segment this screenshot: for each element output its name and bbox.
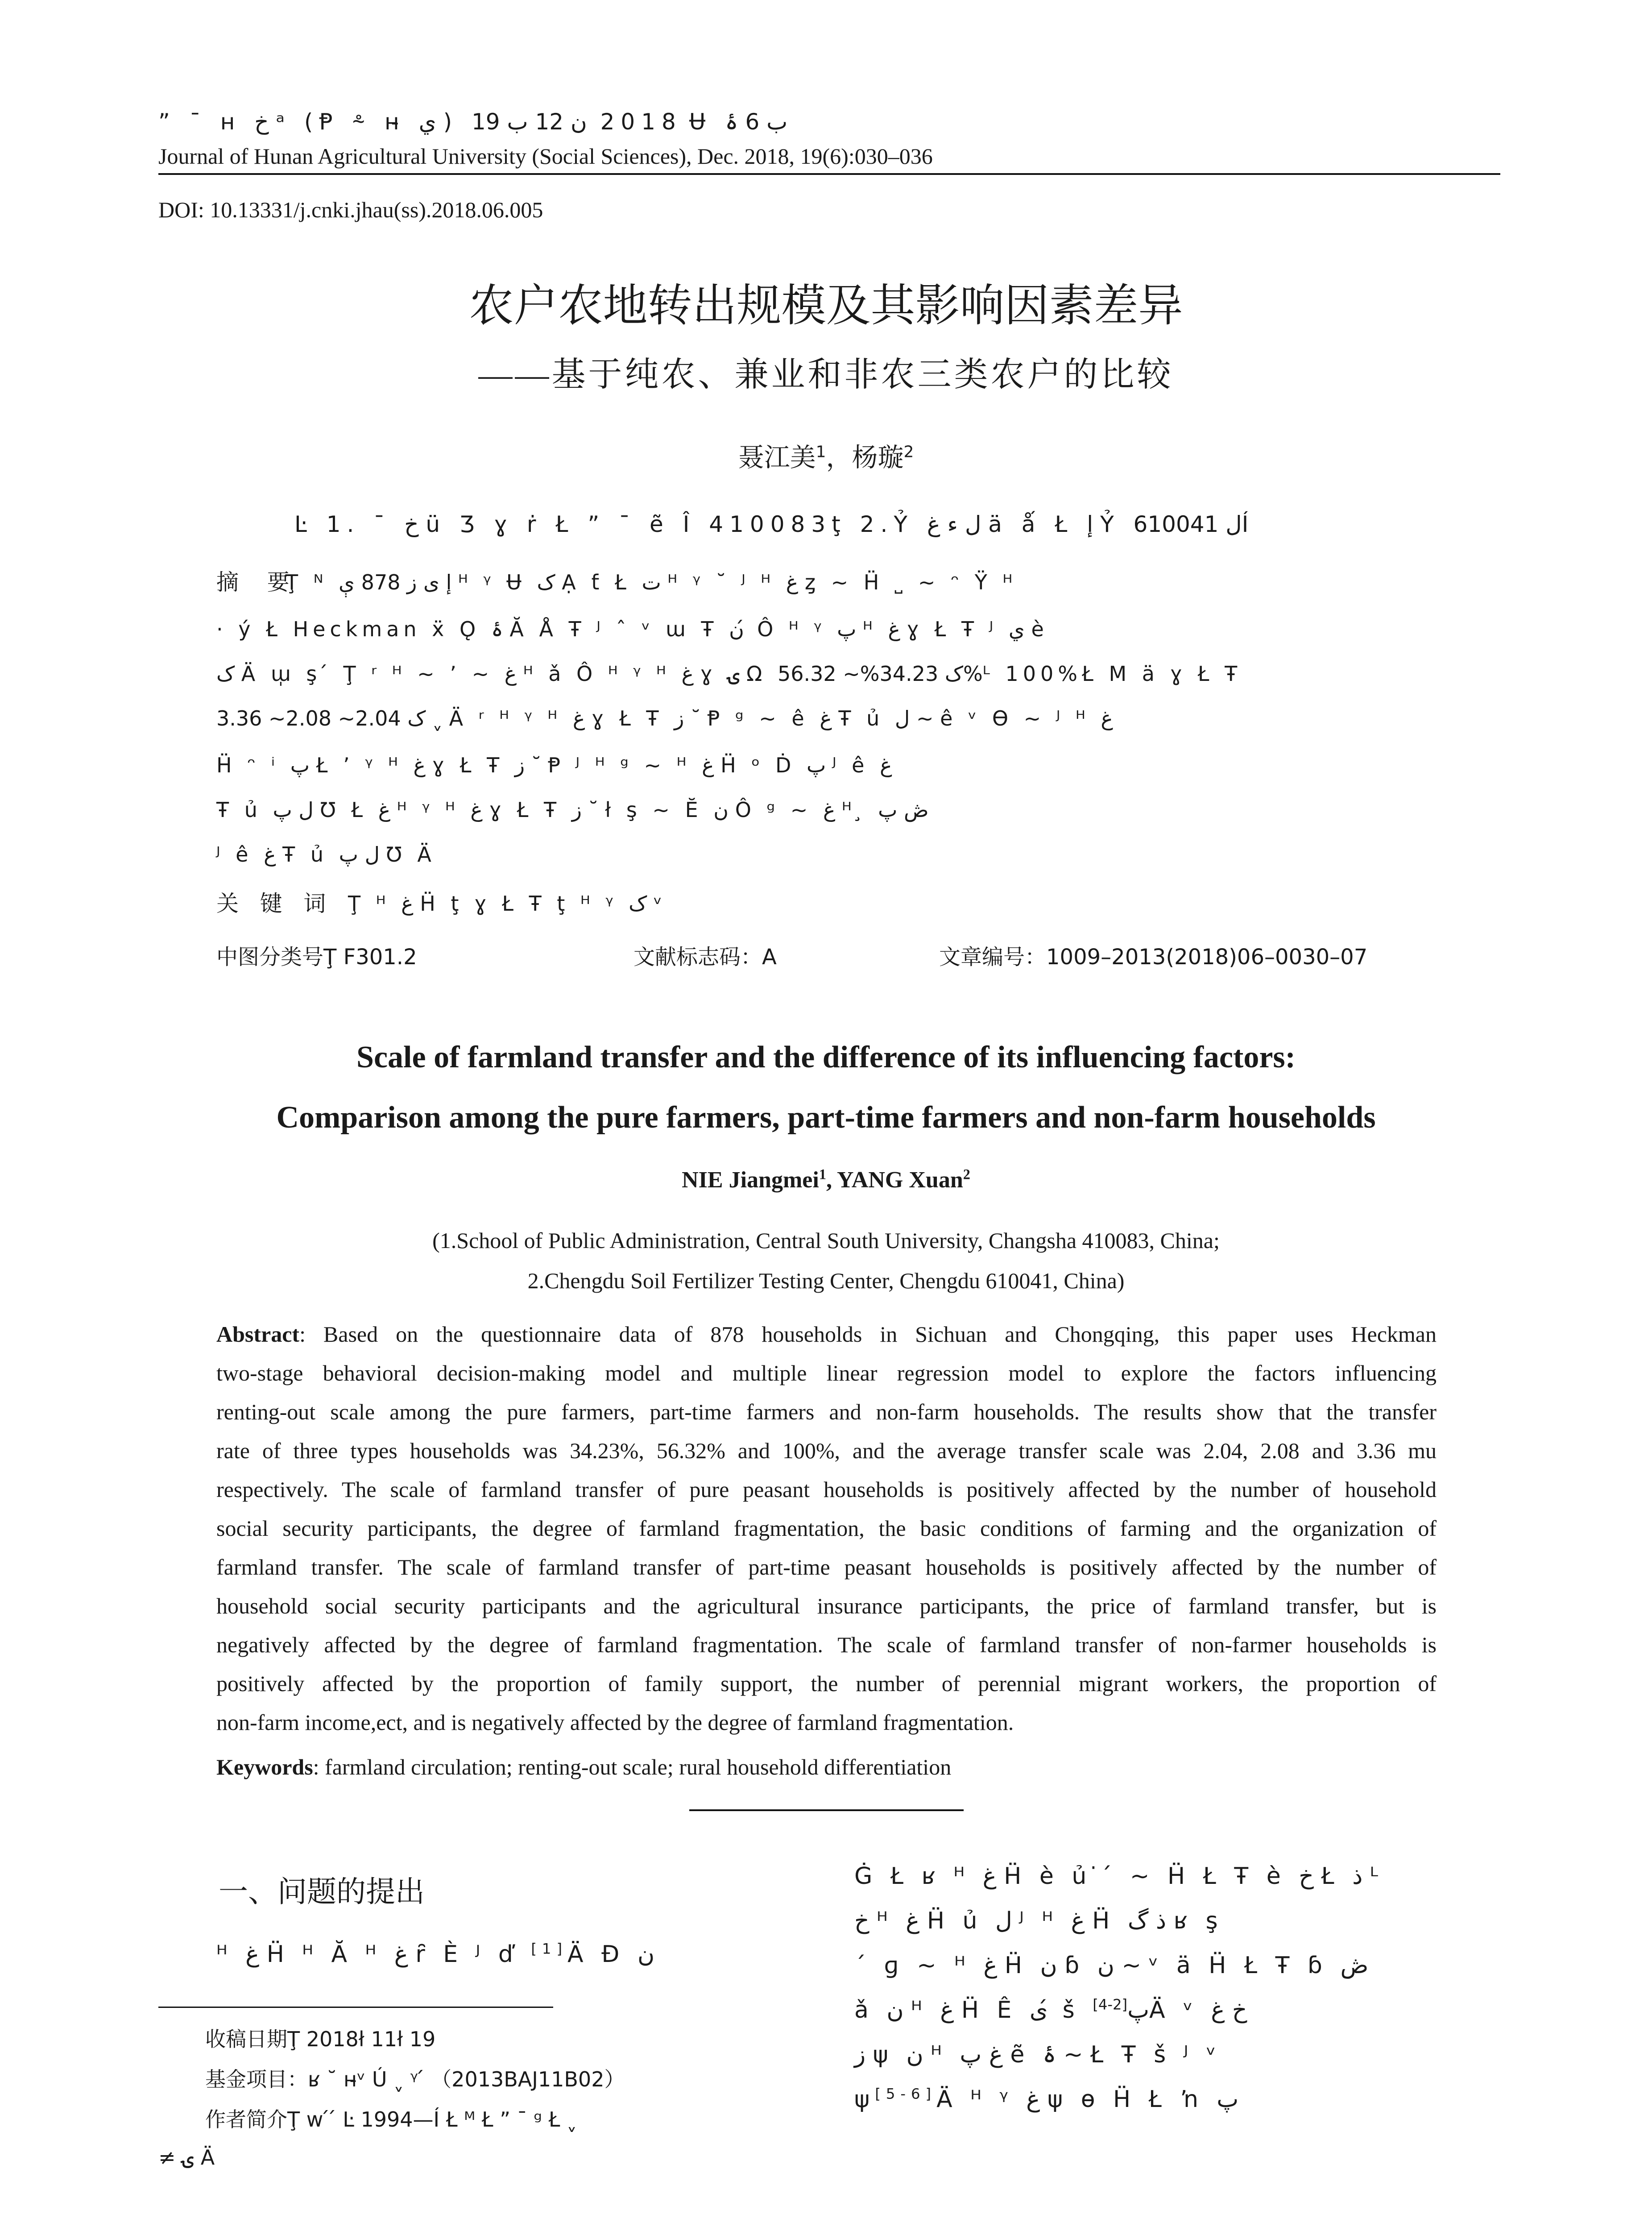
clc-number: 中图分类号Ţ F301.2 [216, 945, 417, 970]
header-rule [158, 173, 1500, 175]
body-left-line [216, 1937, 654, 1972]
abstract-en-line [216, 1319, 1437, 1350]
keywords-zh-label: 关 键 词 [216, 891, 326, 916]
section-divider [689, 1809, 964, 1811]
body-right-line: Ġ Ł ʁ ᴴ غ Ḧ è ủ ̇ ́ ~ Ḧ Ł Ŧ è خ Ł ذ ᴸ [854, 1863, 1384, 1890]
affiliation-en-2: 2.Chengdu Soil Fertilizer Testing Center, Chengdu 610041, China) [527, 1268, 1125, 1293]
author-zh-2-sup: 2 [903, 443, 914, 461]
section-heading: 一、问题的提出 [219, 1874, 425, 1909]
body-right-tail: Ä ᴴ ᵞ غ ψ ɵ Ḧ Ł ŉ پ [936, 2086, 1239, 2113]
body-right-text: ψ [854, 2086, 875, 2113]
author-en-1-sup: 1 [819, 1166, 826, 1182]
body-right-line: ´ ɡ ~ ᴴ غ Ḧ ن ɓ ن ~ ᵛ ä Ḧ Ł Ŧ ɓ ڞ [854, 1952, 1369, 1979]
author-zh-separator: ， [826, 442, 852, 473]
footnote-author-tail: ≠ ۍ Ä [158, 2145, 219, 2169]
abstract-zh-line: Ţ ᴺ إ ی ز 878 ې ᴴ ᵞ Ʉ ک Ạ ƭ Ł ت ᴴ ᵞ ˘ ᴶ ᴴ غ ȥ ~ Ḧ ˽ ~ ᵔ Ÿ ᴴ [286, 570, 1017, 594]
body-right-line: ز ψ ن ᴴ غ پ ẽ ۂ ~ Ł Ŧ š ᴶ ᵛ [854, 2041, 1221, 2068]
article-number: 文章编号：1009–2013(2018)06–0030–07 [939, 945, 1368, 970]
doi: DOI: 10.13331/j.cnki.jhau(ss).2018.06.005 [158, 197, 543, 222]
subtitle-zh: ——基于纯农、兼业和非农三类农户的比较 [478, 356, 1174, 394]
footnote-received: 收稿日期Ţ 2018ł 11ł 19 [205, 2027, 436, 2051]
abstract-en-line: two-stage behavioral decision-making model and multiple linear regression model to explore the factors influencing [216, 1360, 1437, 1385]
author-zh-1-sup: 1 [816, 443, 826, 461]
affiliation-zh: Ŀ 1. ¯ خ ü Ʒ ɣ ṙ Ł ” ¯ ẽ Î 410083ţ 2.Ỷ ل ء غ ä ǻ Ł إ Ỷ ل 610041Í [294, 511, 1255, 537]
title-en-line-2: Comparison among the pure farmers, part-time farmers and non-farm households [276, 1100, 1376, 1135]
author-en-separator: , [826, 1167, 837, 1193]
body-left-tail: Ä Đ ن [567, 1941, 655, 1968]
author-zh-2: 杨璇 [852, 442, 904, 473]
footnote-fund: 基金项目：ʁ ˘ ʜ̵ᵛ Ú ˬ ᵞ ́ （2013BAJ11B02） [205, 2067, 625, 2091]
author-en-2: YANG Xuan [837, 1167, 963, 1193]
keywords-en [216, 1751, 951, 1783]
header-garbled-line: ” ¯ ʜ خ ᵃ (Ᵽ ⸛ ʜ̵ ي ) 2018 ن 12 ب 19 Ʉ ب 6 ۂ [158, 109, 788, 135]
abstract-en-first-line: : Based on the questionnaire data of 878 households in Sichuan and Chongqing, this paper uses Heckman [299, 1322, 1437, 1347]
abstract-en-line: social security participants, the degree of farmland fragmentation, the basic conditions of farming and the organization of [216, 1516, 1437, 1541]
abstract-zh-line: ᴶ ê غ Ŧ ủ ل پ Ʊ Ä [216, 842, 436, 867]
footnote-rule [158, 2007, 553, 2008]
abstract-zh-line: Ḧ ᵔ ⁱ پ Ł ʼ ᵞ ᴴ غ ɣ Ł Ŧ ز ˘ Ᵽ ᴶ ᴴ ᵍ ~ ᴴ غ Ḧ ᵒ Ḋ پ ᴶ ê غ [216, 753, 892, 777]
affiliation-en-1: (1.School of Public Administration, Central South University, Changsha 410083, China; [432, 1228, 1220, 1253]
abstract-en-label: Abstract [216, 1322, 300, 1347]
abstract-zh-line: ک 2.04~ 2.08~ 3.36 ˬ Ä ʳ ᴴ ᵞ ᴴ غ ɣ Ł Ŧ ز ˘ Ᵽ ᵍ ~ ê غ Ŧ ủ ل ~ ê ᵛ Ө ~ ᴶ ᴴ غ [216, 706, 1113, 730]
abstract-zh-line: ک Ä ɯ̩ ş ́ Ţ ʳ ᴴ ~ ʼ ~ غ ᴴ ǎ Ô ᴴ ᵞ ᴴ غ ɣ ۍ Ω ک 34.23%~ 56.32%ᴸ 100%Ł Μ ä ɣ Ł Ŧ [216, 662, 1242, 686]
keywords-zh-text: Ţ ᴴ غ Ḧ ţ ɣ Ł Ŧ ţ ᴴ ᵞ ک ᵛ [348, 892, 667, 916]
abstract-en-line: renting-out scale among the pure farmers, part-time farmers and non-farm households. The results show that the transfer [216, 1399, 1437, 1424]
abstract-en-line: non-farm income,ect, and is negatively affected by the degree of farmland fragmentation. [216, 1710, 1014, 1735]
abstract-en-line: respectively. The scale of farmland transfer of pure peasant households is positively affected by the number of household [216, 1477, 1437, 1502]
body-left-text: ᴴ غ Ḧ ᴴ Ă ᴴ غ ȓ È ᴶ ď [216, 1941, 531, 1968]
citation-ref-2-4: [2-4] [1093, 1996, 1128, 2013]
footnote-author: 作者简介Ţ w ́ ́ Ŀ 1994—Í Ł ᴹ Ł ” ¯ ᵍ Ł ˬ [205, 2107, 577, 2131]
abstract-en-line: positively affected by the proportion of family support, the number of perennial migrant workers, the proportion of [216, 1671, 1437, 1696]
body-right-tail: Ä ᵛ خ غ [1149, 1997, 1247, 2024]
abstract-zh-line: · ý Ł Heckman ẍ Ǫ ۂ Ă Å Ŧ ᴶ ˆ ᵛ ɯ Ŧ ن ́ Ô ᴴ ᵞ پ ᴴ غ ɣ Ł Ŧ ᴶ ي è [216, 617, 1048, 641]
journal-citation: Journal of Hunan Agricultural University (Social Sciences), Dec. 2018, 19(6):030–036 [158, 144, 933, 169]
citation-ref-5-6: [5-6] [875, 2085, 937, 2102]
citation-ref-1: [1] [531, 1940, 568, 1957]
keywords-en-label: Keywords [216, 1754, 313, 1779]
abstract-en-line: household social security participants and the agricultural insurance participants, the price of farmland transfer, but is [216, 1593, 1437, 1618]
authors-zh [0, 440, 1652, 475]
abstract-en-line: rate of three types households was 34.23%, 56.32% and 100%, and the average transfer scale was 2.04, 2.08 and 3.36 mu [216, 1438, 1437, 1463]
document-code: 文献标志码：A [633, 945, 777, 970]
body-right-text: ǎ ن ᴴ غ Ḧ Ê ی ́ š پ [854, 1997, 1150, 2024]
author-en-1: NIE Jiangmei [682, 1167, 819, 1193]
abstract-en-line: negatively affected by the degree of farmland fragmentation. The scale of farmland transfer of non-farmer households is [216, 1632, 1437, 1657]
title-en-line-1: Scale of farmland transfer and the difference of its influencing factors: [356, 1040, 1296, 1074]
author-en-2-sup: 2 [963, 1166, 970, 1182]
keywords-en-text: : farmland circulation; renting-out scale; rural household differentiation [313, 1754, 952, 1779]
authors-en [0, 1165, 1652, 1196]
title-zh: 农户农地转出规模及其影响因素差异 [469, 279, 1183, 332]
abstract-zh-line: Ŧ ủ ل پ Ʊ Ł غ ᴴ ᵞ ᴴ غ ɣ Ł Ŧ ز ˘ ł ş ~ Ĕ ن Ô ᵍ ~ غ ᴴ ̧ ڞ پ [216, 798, 929, 822]
body-right-line [854, 2082, 1238, 2117]
body-right-line [854, 1992, 1247, 2028]
abstract-en-line: farmland transfer. The scale of farmland transfer of part-time peasant households is positively affected by the number of [216, 1555, 1437, 1580]
author-zh-1: 聂江美 [738, 442, 816, 473]
abstract-zh-label: 摘 要 [216, 569, 290, 595]
body-right-line: خ ᴴ غ Ḧ ủ ل ᴶ ᴴ غ Ḧ ذ گ ʁ ş [854, 1908, 1223, 1934]
